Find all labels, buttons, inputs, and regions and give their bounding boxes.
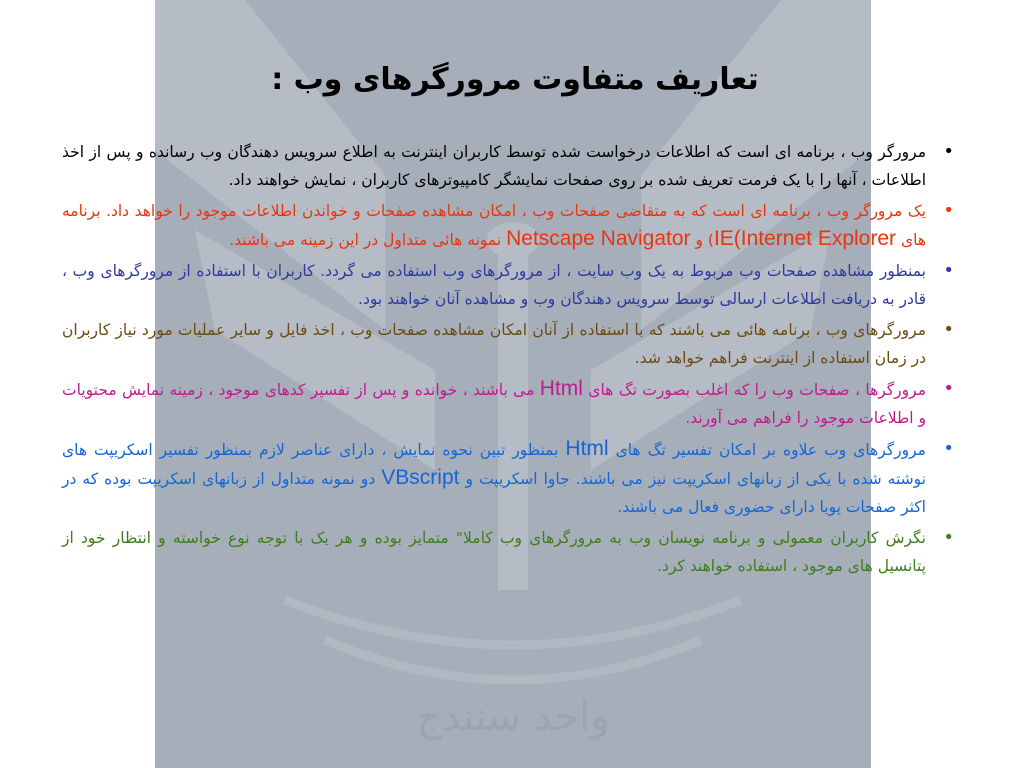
bullet-text-part: ) و: [690, 231, 714, 249]
bullet-item-7: [62, 524, 954, 580]
bullet-text-part: مرورگرهای وب علاوه بر امکان تفسیر تگ های: [608, 441, 926, 459]
bullet-dot: •: [943, 527, 954, 548]
bullet-text: مرورگر وب ، برنامه ای است که اطلاعات درخواست شده توسط کاربران اینترنت به اطلاع سرویس دهندگان وب رسانده و پس از اخذ اطلاعات ، آنها را با یک فرمت تعریف شده بر روی صفحات نمایشگر کامپیوترهای کاربران ، نمایش خواهند داد.: [62, 143, 926, 189]
bullet-dot: •: [943, 378, 954, 399]
bullet-item-6: [62, 435, 954, 521]
bullet-dot: •: [943, 260, 954, 281]
bullet-dot: •: [943, 200, 954, 221]
bullet-item-5: [62, 375, 954, 432]
bullet-list: [62, 138, 954, 583]
bullet-item-1: [62, 138, 954, 194]
internet-explorer-term: IE(Internet Explorer: [713, 227, 897, 250]
bullet-dot: •: [943, 319, 954, 340]
bullet-text-part: دو نمونه متداول از زبانهای اسکریپت بوده که در اکثر صفحات پویا دارای حضوری فعال می باشند.: [62, 470, 926, 516]
bullet-dot: •: [943, 141, 954, 162]
html-term: Html: [565, 437, 609, 460]
html-term: Html: [539, 377, 583, 400]
watermark-caption: واحد سنندج: [416, 694, 610, 740]
bullet-dot: •: [943, 438, 954, 459]
netscape-navigator-term: Netscape Navigator: [506, 227, 691, 250]
bullet-item-2: [62, 197, 954, 254]
bullet-text: مرورگرهای وب ، برنامه هائی می باشند که با استفاده از آنان امکان مشاهده صفحات وب ، اخذ فایل و سایر عملیات مورد نیاز کاربران در زمان استفاده از اینترنت فراهم خواهد شد.: [62, 321, 926, 367]
bullet-text: بمنظور مشاهده صفحات وب مربوط به یک وب سایت ، از مرورگرهای وب استفاده می گردد. کاربران با استفاده از مرورگرهای وب ، قادر به دریافت اطلاعات ارسالی توسط سرویس دهندگان وب و مشاهده آنان خواهند بود.: [62, 262, 926, 308]
bullet-item-3: [62, 257, 954, 313]
bullet-text-part: می باشند ، خوانده و پس از تفسیر کدهای موجود ، زمینه نمایش محتویات و اطلاعات موجود را فراهم می آورند.: [62, 381, 926, 427]
bullet-text-part: مرورگرها ، صفحات وب را که اغلب بصورت تگ های: [582, 381, 927, 399]
slide-title: تعاریف متفاوت مرورگرهای وب :: [271, 62, 759, 97]
vbscript-term: VBscript: [381, 466, 460, 489]
bullet-text-part: بمنظور تبین نحوه نمایش ، دارای عناصر لازم بمنظور تفسیر اسکریپت های نوشته شده با یکی از زبانهای اسکریپت نیز می باشند. جاوا اسکریپت و: [62, 441, 926, 488]
bullet-text: نگرش کاربران معمولی و برنامه نویسان وب به مرورگرهای وب کاملا" متمایز بوده و هر یک با توجه نوع خواسته و انتظار خود از پتانسیل های موجود ، استفاده خواهند کرد.: [62, 529, 926, 575]
bullet-text-part: یک مرورگر وب ، برنامه ای است که به متقاضی صفحات وب ، امکان مشاهده صفحات و خواندن اطلاعات موجود را خواهد داد. برنامه های: [62, 202, 926, 249]
bullet-text-part: نمونه هائی متداول در این زمینه می باشند.: [229, 231, 507, 249]
bullet-item-4: [62, 316, 954, 372]
